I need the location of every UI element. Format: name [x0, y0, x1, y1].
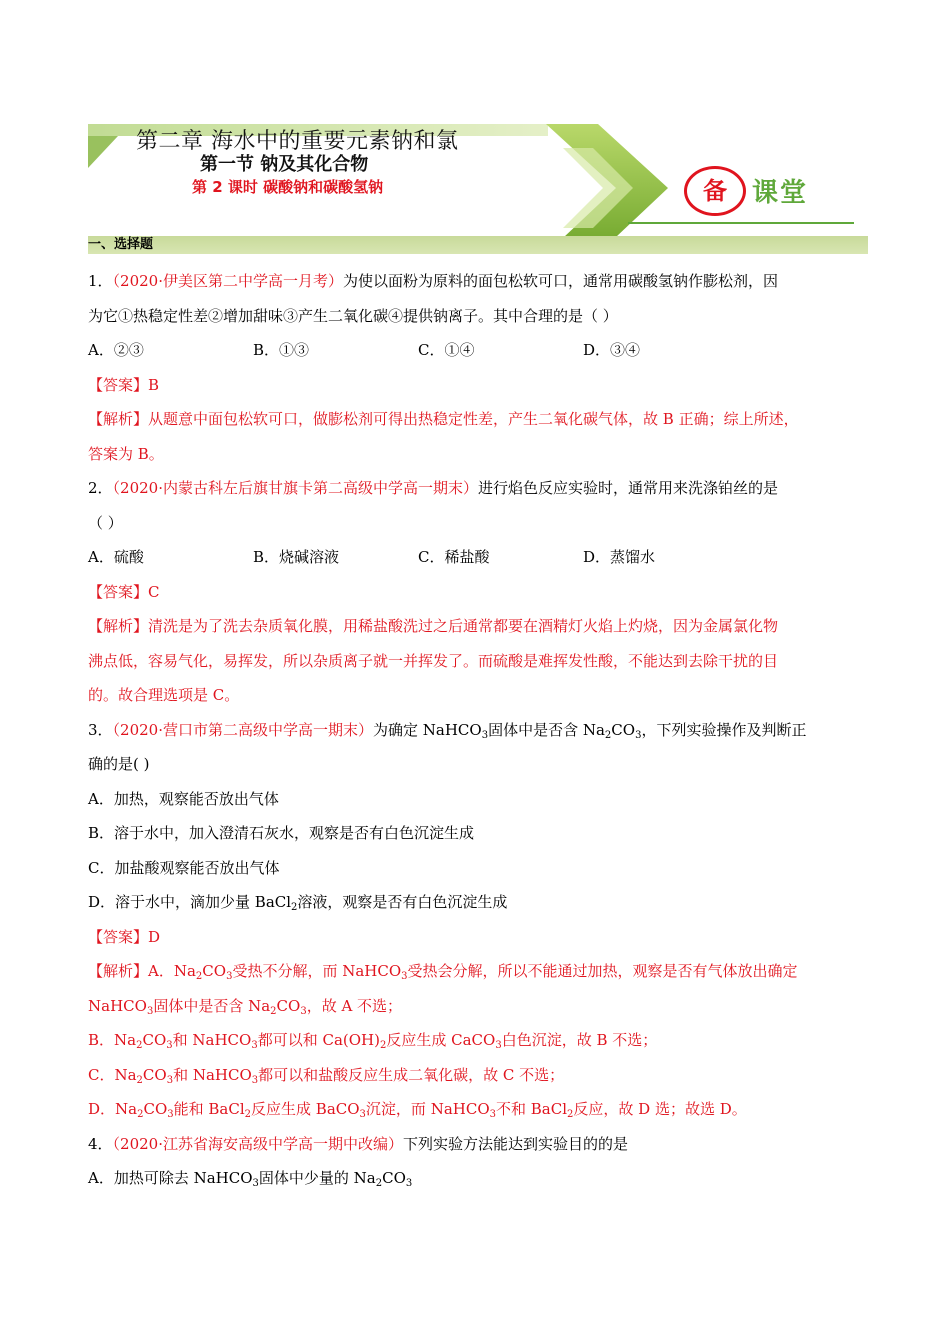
- q2-source: （2020·内蒙古科左后旗甘旗卡第二高级中学高一期末）: [112, 479, 478, 497]
- q3-analysis-text: 白色沉淀，故 B 不选；: [501, 1031, 658, 1049]
- q3-stem-line2: 确的是( ): [88, 755, 150, 773]
- q4-option-a-text: A．加热可除去 NaHCO: [88, 1169, 253, 1187]
- q2-analysis-line3: 的。故合理选项是 C。: [88, 686, 240, 704]
- subscript: 2: [567, 1109, 574, 1120]
- q3-analysis-text: 受热会分解，所以不能通过加热，观察是否有气体放出确定: [407, 962, 798, 980]
- q3-analysis-line5: [88, 1092, 868, 1127]
- subscript: 2: [137, 1109, 144, 1120]
- q4-option-a-text: CO: [382, 1169, 406, 1187]
- subscript: 3: [489, 1109, 496, 1120]
- q2-option-a: A．硫酸: [88, 548, 144, 566]
- subscript: 3: [481, 729, 489, 741]
- q3-analysis-text: 都可以和盐酸反应生成二氧化碳，故 C 不选；: [258, 1065, 565, 1084]
- q1-stem: 为使以面粉为原料的面包松软可口，通常用碳酸氢钠作膨松剂，因: [343, 272, 779, 290]
- q4-option-a: [88, 1161, 868, 1196]
- q3-analysis-text: 和 NaHCO: [173, 1065, 252, 1084]
- logo-text: 课堂: [752, 178, 809, 208]
- q1-analysis-line2: 答案为 B。: [88, 444, 164, 463]
- subscript: 2: [604, 729, 612, 741]
- q3-analysis-text: CO: [142, 1065, 167, 1084]
- q3-option-a: A．加热，观察能否放出气体: [88, 789, 279, 808]
- subscript: 3: [405, 1178, 413, 1189]
- q2-answer: 【答案】C: [88, 582, 160, 601]
- q1-number: 1．: [88, 272, 113, 290]
- subscript: 2: [270, 1005, 277, 1017]
- lesson-title: 第 2 课时 碳酸钠和碳酸氢钠: [192, 178, 384, 196]
- section-heading: 一、选择题: [88, 237, 154, 252]
- q3-analysis-line4: [88, 1058, 868, 1093]
- q2-option-b: B．烧碱溶液: [253, 548, 340, 566]
- q3-analysis-text: 能和 BaCl: [173, 1100, 245, 1118]
- q3-analysis-text: 反应生成 CaCO: [386, 1031, 496, 1049]
- q3-stem-text: CO: [611, 720, 636, 739]
- subscript: 2: [375, 1178, 383, 1189]
- q1-stem-line2: 为它①热稳定性差②增加甜味③产生二氧化碳④提供钠离子。其中合理的是（ ）: [88, 306, 618, 325]
- subscript: 3: [252, 1178, 259, 1189]
- q3-option-d-text: 溶液，观察是否有白色沉淀生成: [297, 893, 508, 911]
- q3-analysis-text: 不和 BaCl: [496, 1100, 568, 1118]
- subscript: 3: [226, 971, 233, 982]
- q3-stem-text: 固体中是否含 Na: [488, 720, 605, 739]
- q1-stem-line1: [88, 264, 868, 299]
- q3-number: 3．: [88, 720, 113, 739]
- q2-number: 2．: [88, 479, 113, 497]
- q1-option-c: C．①④: [418, 341, 475, 359]
- subscript: 3: [251, 1074, 259, 1086]
- subscript: 3: [166, 1074, 174, 1086]
- q3-analysis-line3: [88, 1023, 868, 1058]
- q3-analysis-line1: [88, 954, 868, 989]
- section-heading-bar: [88, 236, 868, 254]
- document-body: [88, 264, 868, 1196]
- q2-options: [88, 540, 868, 575]
- q3-analysis-text: 反应生成 BaCO: [251, 1100, 360, 1118]
- q3-analysis-text: CO: [143, 1100, 168, 1118]
- q3-option-d-text: D．溶于水中，滴加少量 BaCl: [88, 893, 292, 911]
- q3-analysis-text: NaHCO: [88, 996, 147, 1015]
- q3-analysis-text: ，故 A 不选；: [306, 996, 403, 1015]
- subscript: 3: [167, 1109, 174, 1120]
- q3-option-b: B．溶于水中，加入澄清石灰水，观察是否有白色沉淀生成: [88, 824, 475, 842]
- q1-answer: 【答案】B: [88, 375, 160, 394]
- subscript: 3: [300, 1005, 307, 1017]
- logo-badge: 备: [684, 166, 746, 216]
- q2-analysis-line2: 沸点低，容易气化，易挥发，所以杂质离子就一并挥发了。而硫酸是难挥发性酸，不能达到去除干扰的目: [88, 651, 779, 670]
- q3-analysis-text: 【解析】A．Na: [88, 962, 196, 980]
- q3-answer: 【答案】D: [88, 927, 161, 946]
- q4-source: （2020·江苏省海安高级中学高一期中改编）: [112, 1134, 403, 1153]
- q2-stem-line2: （ ）: [88, 513, 123, 532]
- q3-option-c: C．加盐酸观察能否放出气体: [88, 858, 280, 877]
- q3-analysis-text: C．Na: [88, 1065, 137, 1084]
- subscript: 2: [195, 971, 203, 982]
- q1-option-b: B．①③: [253, 341, 310, 359]
- subscript: 3: [146, 1005, 154, 1017]
- q3-analysis-text: 固体中是否含 Na: [153, 996, 271, 1015]
- subscript: 3: [251, 1040, 258, 1051]
- subscript: 3: [495, 1040, 502, 1051]
- subscript: 2: [136, 1074, 143, 1086]
- q2-stem: 进行焰色反应实验时，通常用来洗涤铂丝的是: [478, 479, 779, 497]
- q2-option-c: C．稀盐酸: [418, 548, 490, 566]
- q3-analysis-text: CO: [276, 996, 301, 1015]
- q3-analysis-text: B．Na: [88, 1031, 137, 1049]
- q1-option-a: A．②③: [88, 341, 144, 359]
- q3-stem-text: 为确定 NaHCO: [373, 720, 482, 739]
- subscript: 2: [291, 902, 298, 913]
- q2-analysis-line1: 【解析】清洗是为了洗去杂质氧化膜，用稀盐酸洗过之后通常都要在酒精灯火焰上灼烧，因为金属氯化物: [88, 617, 779, 635]
- q2-option-d: D．蒸馏水: [583, 548, 656, 566]
- q4-number: 4．: [88, 1134, 113, 1153]
- subscript: 2: [379, 1040, 387, 1051]
- q4-stem-line1: [88, 1127, 868, 1162]
- subscript: 3: [635, 729, 642, 741]
- q3-analysis-text: 沉淀，而 NaHCO: [365, 1100, 490, 1118]
- section-title: 第一节 钠及其化合物: [200, 154, 369, 175]
- q4-option-a-text: 固体中少量的 Na: [258, 1169, 376, 1187]
- subscript: 3: [166, 1040, 173, 1051]
- q2-stem-line1: [88, 471, 868, 506]
- subscript: 2: [136, 1040, 143, 1051]
- q3-analysis-text: 和 NaHCO: [172, 1031, 252, 1049]
- q3-analysis-text: CO: [142, 1031, 167, 1049]
- subscript: 3: [359, 1109, 366, 1120]
- q3-analysis-text: 反应，故 D 选；故选 D。: [573, 1100, 747, 1118]
- subscript: 2: [244, 1109, 252, 1120]
- q3-option-d: [88, 885, 868, 920]
- q3-stem-text: ，下列实验操作及判断正: [641, 720, 807, 739]
- q3-stem-line1: [88, 713, 868, 748]
- q3-analysis-text: 都可以和 Ca(OH): [257, 1031, 380, 1049]
- q1-source: （2020·伊美区第二中学高一月考）: [112, 272, 343, 290]
- q3-source: （2020·营口市第二高级中学高一期末）: [112, 720, 373, 739]
- q3-analysis-text: D．Na: [88, 1100, 138, 1118]
- subscript: 3: [401, 971, 408, 982]
- chapter-title: 第二章 海水中的重要元素钠和氯: [136, 129, 459, 154]
- q4-stem: 下列实验方法能达到实验目的的是: [403, 1134, 629, 1153]
- q3-analysis-line2: [88, 989, 868, 1024]
- q1-analysis-line1: 【解析】从题意中面包松软可口，做膨松剂可得出热稳定性差，产生二氧化碳气体，故 B 正确；综上所述，: [88, 410, 799, 428]
- q3-analysis-text: CO: [202, 962, 227, 980]
- q3-analysis-text: 受热不分解，而 NaHCO: [232, 962, 402, 980]
- q1-option-d: D．③④: [583, 341, 641, 359]
- q1-options: [88, 333, 868, 368]
